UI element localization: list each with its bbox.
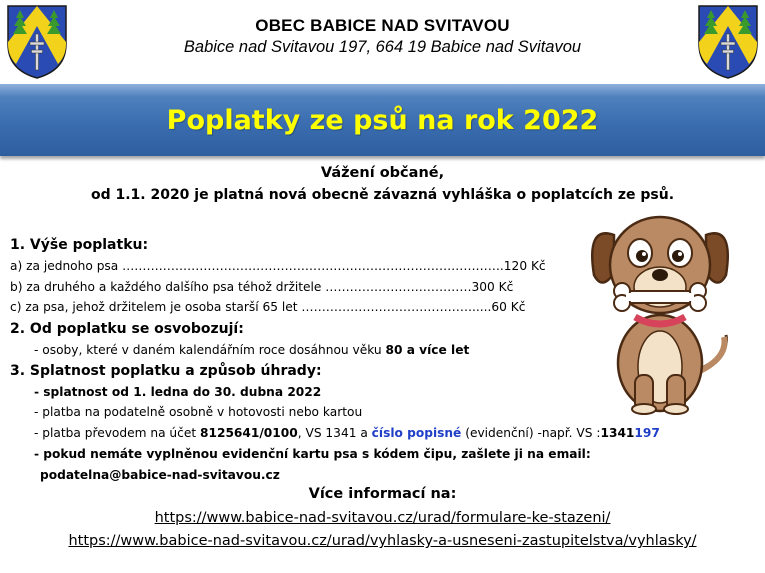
- section1-heading: 1. Výše poplatku:: [10, 237, 149, 253]
- page-title: Poplatky ze psů na rok 2022: [166, 104, 599, 136]
- exemption-item: [34, 343, 469, 357]
- account-number: 8125641/0100: [200, 426, 298, 440]
- exemption-age: 80 a více let: [385, 343, 470, 357]
- fee-item-senior-owner: c) za psa, jehož držitelem je osoba starší 65 let …………………………………….....60 Kč: [10, 300, 526, 314]
- fee-item-single-dog: a) za jednoho psa ………………………………………………………………………………….120 Kč: [10, 259, 546, 273]
- section2-heading: 2. Od poplatku se osvobozují:: [10, 321, 244, 337]
- intro-text: od 1.1. 2020 je platná nová obecně závazná vyhláška o poplatcích ze psů.: [90, 187, 675, 203]
- exemption-text: - osoby, které v daném kalendářním roce dosáhnou věku: [34, 343, 386, 357]
- email-address[interactable]: podatelna@babice-nad-svitavou.cz: [40, 468, 280, 482]
- section3-heading: 3. Splatnost poplatku a způsob úhrady:: [10, 363, 322, 379]
- greeting: Vážení občané,: [320, 165, 445, 181]
- transfer-prefix: - platba převodem na účet: [34, 426, 200, 440]
- payment-transfer: [34, 426, 660, 440]
- transfer-suffix: (evidenční) -např. VS :: [461, 426, 601, 440]
- dog-with-bone-icon: [580, 195, 740, 415]
- transfer-mid: , VS 1341 a: [297, 426, 372, 440]
- org-address: Babice nad Svitavou 197, 664 19 Babice nad Svitavou: [183, 38, 582, 56]
- regulations-link[interactable]: https://www.babice-nad-svitavou.cz/urad/vyhlasky-a-usneseni-zastupitelstva/vyhlasky/: [68, 533, 697, 549]
- card-instruction: - pokud nemáte vyplněnou evidenční kartu psa s kódem čipu, zašlete ji na email:: [34, 447, 591, 461]
- title-banner: [0, 84, 765, 156]
- org-name: OBEC BABICE NAD SVITAVOU: [255, 16, 510, 35]
- due-date: - splatnost od 1. ledna do 30. dubna 2022: [34, 385, 322, 399]
- vs-example-prefix: 1341: [600, 426, 635, 440]
- house-number-label: číslo popisné: [371, 426, 462, 440]
- payment-office: - platba na podatelně osobně v hotovosti nebo kartou: [34, 405, 363, 419]
- vs-example-suffix: 197: [634, 426, 660, 440]
- fee-item-additional-dog: b) za druhého a každého dalšího psa téhož držitele ………………………………300 Kč: [10, 280, 514, 294]
- more-info-label: Více informací na:: [308, 486, 457, 502]
- forms-download-link[interactable]: https://www.babice-nad-svitavou.cz/urad/formulare-ke-stazeni/: [154, 510, 611, 526]
